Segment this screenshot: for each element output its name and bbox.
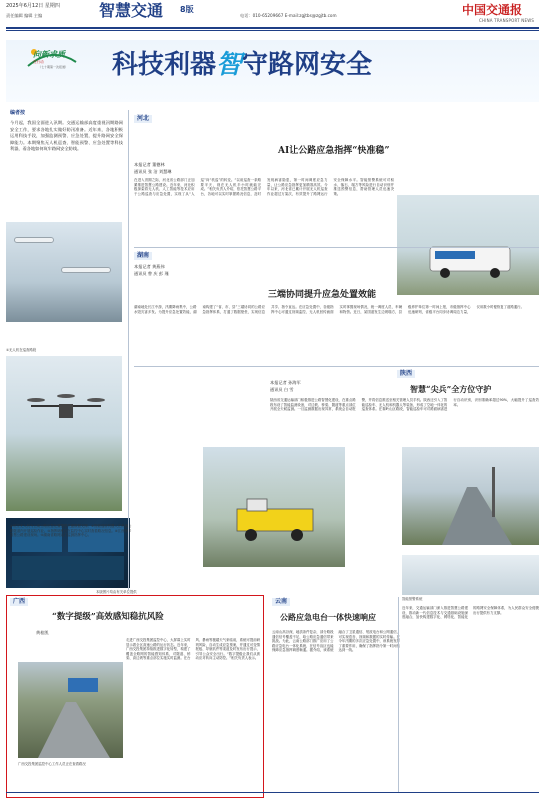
badge-subtitle: 在行动 [33, 60, 44, 64]
right-small-title: 智能预警系统 [402, 597, 423, 601]
section-title: 智慧交通 [99, 1, 164, 20]
badge-title: 向新求质 [33, 50, 65, 59]
section-tag-guangxi: 广西 [10, 598, 28, 606]
section-tag-hebei: 河北 [134, 115, 152, 123]
road-monitor-photo [402, 447, 539, 545]
inspection-vehicle-icon [233, 495, 318, 545]
shaanxi-body: 陕西省交通运输部门积极推进公路智慧化建设，在重点路段布设了智能监测设备，对边坡、桥梁、隧道等重点部位开展全天候监测。一旦监测数据出现异常，系统会自动报警，并将信息推送至相关管理人员手机。陕西还引入了智能巡检车、无人机和机器人等装备，形成了空地一体化的巡查体系。在秦岭山区路段，智能巡检车可对路面病害进行自动识别，识别准确率超过90%，大幅提升了巡查效率。 [270, 398, 539, 412]
badge-logo-icon [24, 44, 79, 74]
hebei-title: AI让公路应急指挥“快准稳” [278, 146, 390, 156]
hunan-byline-reporter: 本报记者 黄燕伟 [134, 264, 165, 269]
cable-photo [402, 555, 539, 595]
guangxi-title: “数字提级”高效感知稳抗风险 [52, 612, 164, 622]
contact-line: 电话：010-65209667 E-mail:zgjtbs@zgjtb.com [240, 13, 337, 18]
guangxi-body: 走进广西交投集团监控中心，大屏幕上实时显示着全区高速公路的运行状态。近年来，广西交投集团持续推进数字化转型，构建了覆盖全路网的智能感知体系，对隧道、桥梁、高边坡等重点部位实施实时监测。在台风、暴雨等极端天气来临前，系统可提前研判风险，自动生成应急预案，并通过可变情报板、导航软件等渠道及时发布出行提示，引导公众安全出行。“数字提级让我们从被动应对转向主动防控。”相关负责人表示。 [126, 638, 260, 661]
yunnan-title: 公路应急电台一体快速响应 [280, 612, 376, 622]
inspection-machine-photo [203, 447, 345, 567]
newspaper-logo: 中国交通报 [462, 3, 523, 17]
section-divider-2 [134, 366, 539, 367]
hexacopter-photo [6, 356, 122, 511]
shaanxi-byline-correspondent: 通讯员 白 雪 [270, 387, 294, 392]
section-tag-shaanxi: 陕西 [397, 370, 415, 378]
road-icon [402, 447, 539, 545]
date-line: 2025年6月12日 星期四 [6, 3, 60, 9]
drone-caption: ①无人机在巡查路段 [6, 348, 37, 352]
editor-note-heading: 编者按 [10, 110, 26, 116]
patrol-car-icon [425, 235, 515, 280]
shaanxi-title: 智慧“尖兵”全方位守护 [410, 384, 492, 394]
photo-caption-list: ①低空无人机为云南公路应急处置提供关键数据支撑。②智能巡检机器人在高速公路隧道内开展巡检作业。③指挥调度员在监控中心实时查看路况信息。④江西等多智慧公路建设现场。⑤湖南省路网运行监测指挥中心。 [10, 524, 132, 538]
hebei-byline-reporter: 本报记者 董德林 [134, 162, 165, 167]
hebei-byline-correspondent: 通讯员 张 洁 刘慧琳 [134, 169, 172, 174]
footer-rule [6, 792, 539, 793]
patrol-car-photo [397, 195, 539, 295]
main-headline: 科技利器智守路网安全 [112, 50, 373, 80]
drone-icon [26, 386, 106, 436]
headline-accent: 智 [216, 50, 243, 80]
highway-icon [18, 662, 123, 758]
photo-credit: 本版图片均由有关单位提供 [96, 590, 137, 594]
page-number: 8版 [180, 5, 194, 14]
hunan-body: 湖南地处长江中游，汛期降雨集中，公路水毁灾害多发。为提升应急处置效能，湖南构建了“省、市、县”三端协同的公路应急指挥体系，打通了数据壁垒，实现信息共享、指令直达。在应急处置中，各级指挥中心可通过视频监控、无人机回传画面实时掌握现场情况，统一调度人员、车辆和物资。近日，某国道发生边坡塌方，县级养护单位第一时间上报，市级指挥中心迅速研判，省级平台同步协调周边力量，仅用数小时便恢复了道路通行。 [134, 305, 524, 314]
masthead-rule [6, 27, 539, 29]
shaanxi-byline-reporter: 本报记者 孙海军 [270, 380, 301, 385]
hebei-body: 在进入汛期之际，河北省公路部门正加紧推进智慧公路建设。近年来，河北积极探索将无人机、人工智能等技术应用于公路巡查与应急处置，实现了从“人巡”向“机巡”的转变。“以前巡查一条路要半天，现在无人机半小时就能完成。”相关负责人介绍，依托智慧公路平台，各地可以实时掌握路况信息，及时发现病害隐患，第一时间调度应急力量，让公路应急指挥更加精准高效。今年以来，河北省已累计开展无人机巡查作业超过万架次，有效提升了路网运行安全保障水平。智能预警系统可对积水、落石、塌方等风险进行自动识别并推送预警信息，帮助管理人员迅速决策。 [134, 178, 394, 196]
guangxi-caption: 广西交投集团监控中心工作人员正在查看路况 [18, 762, 86, 766]
info-line: 责任编辑 编辑 主编 [6, 13, 43, 18]
masthead-rule-thin [6, 30, 539, 31]
section-tag-hunan: 湖南 [134, 252, 152, 260]
hunan-byline-correspondent: 通讯员 曾 庆 彭 瑾 [134, 271, 169, 276]
editor-note-text: 今月起，我国全面进入汛期。交通运输部高度重视汛期路网安全工作，要求各地扎实做好防汛准备。近年来，各地积极运用科技手段，加强监测预警、应急处置，提升路网安全保障能力。本期聚焦无人机巡查、智能预警、应急处置等科技利器，看各地如何筑牢路网安全防线。 [10, 120, 123, 152]
guangxi-byline: 黄桂凯 [36, 630, 49, 635]
guangxi-highway-photo [18, 662, 123, 758]
yunnan-body: 云南山高谷深，地质条件复杂，部分路段通信信号覆盖不足，给公路应急通信带来挑战。为此，云南公路部门推广应用了公路应急电台一体化系统，在信号盲区也能保障应急指挥调度畅通。据介绍，该系统融合了卫星通信、短波电台和公网通信，可实现语音、视频和数据的实时传输。在今年汛期的多次应急处置中，该系统发挥了重要作用，确保了指挥指令第一时间传达到一线。 [272, 630, 400, 653]
drone-photo [6, 222, 122, 322]
column-divider-left [128, 110, 129, 590]
badge-note: （七十期第一次报道） [38, 65, 69, 69]
hunan-title: 三端协同提升应急处置效能 [268, 290, 377, 300]
right-column-body: 近年来，交通运输部门深入推进智慧公路建设，推动新一代信息技术与交通基础设施深度融合，加快构建数字化、网络化、智能化的路网安全保障体系，为人民群众安全便捷出行提供有力支撑。 [402, 606, 539, 620]
section-tag-yunnan: 云南 [272, 598, 290, 606]
newspaper-logo-en: CHINA TRANSPORT NEWS [479, 18, 535, 23]
column-divider-right [398, 597, 399, 792]
section-divider-1 [134, 247, 539, 248]
